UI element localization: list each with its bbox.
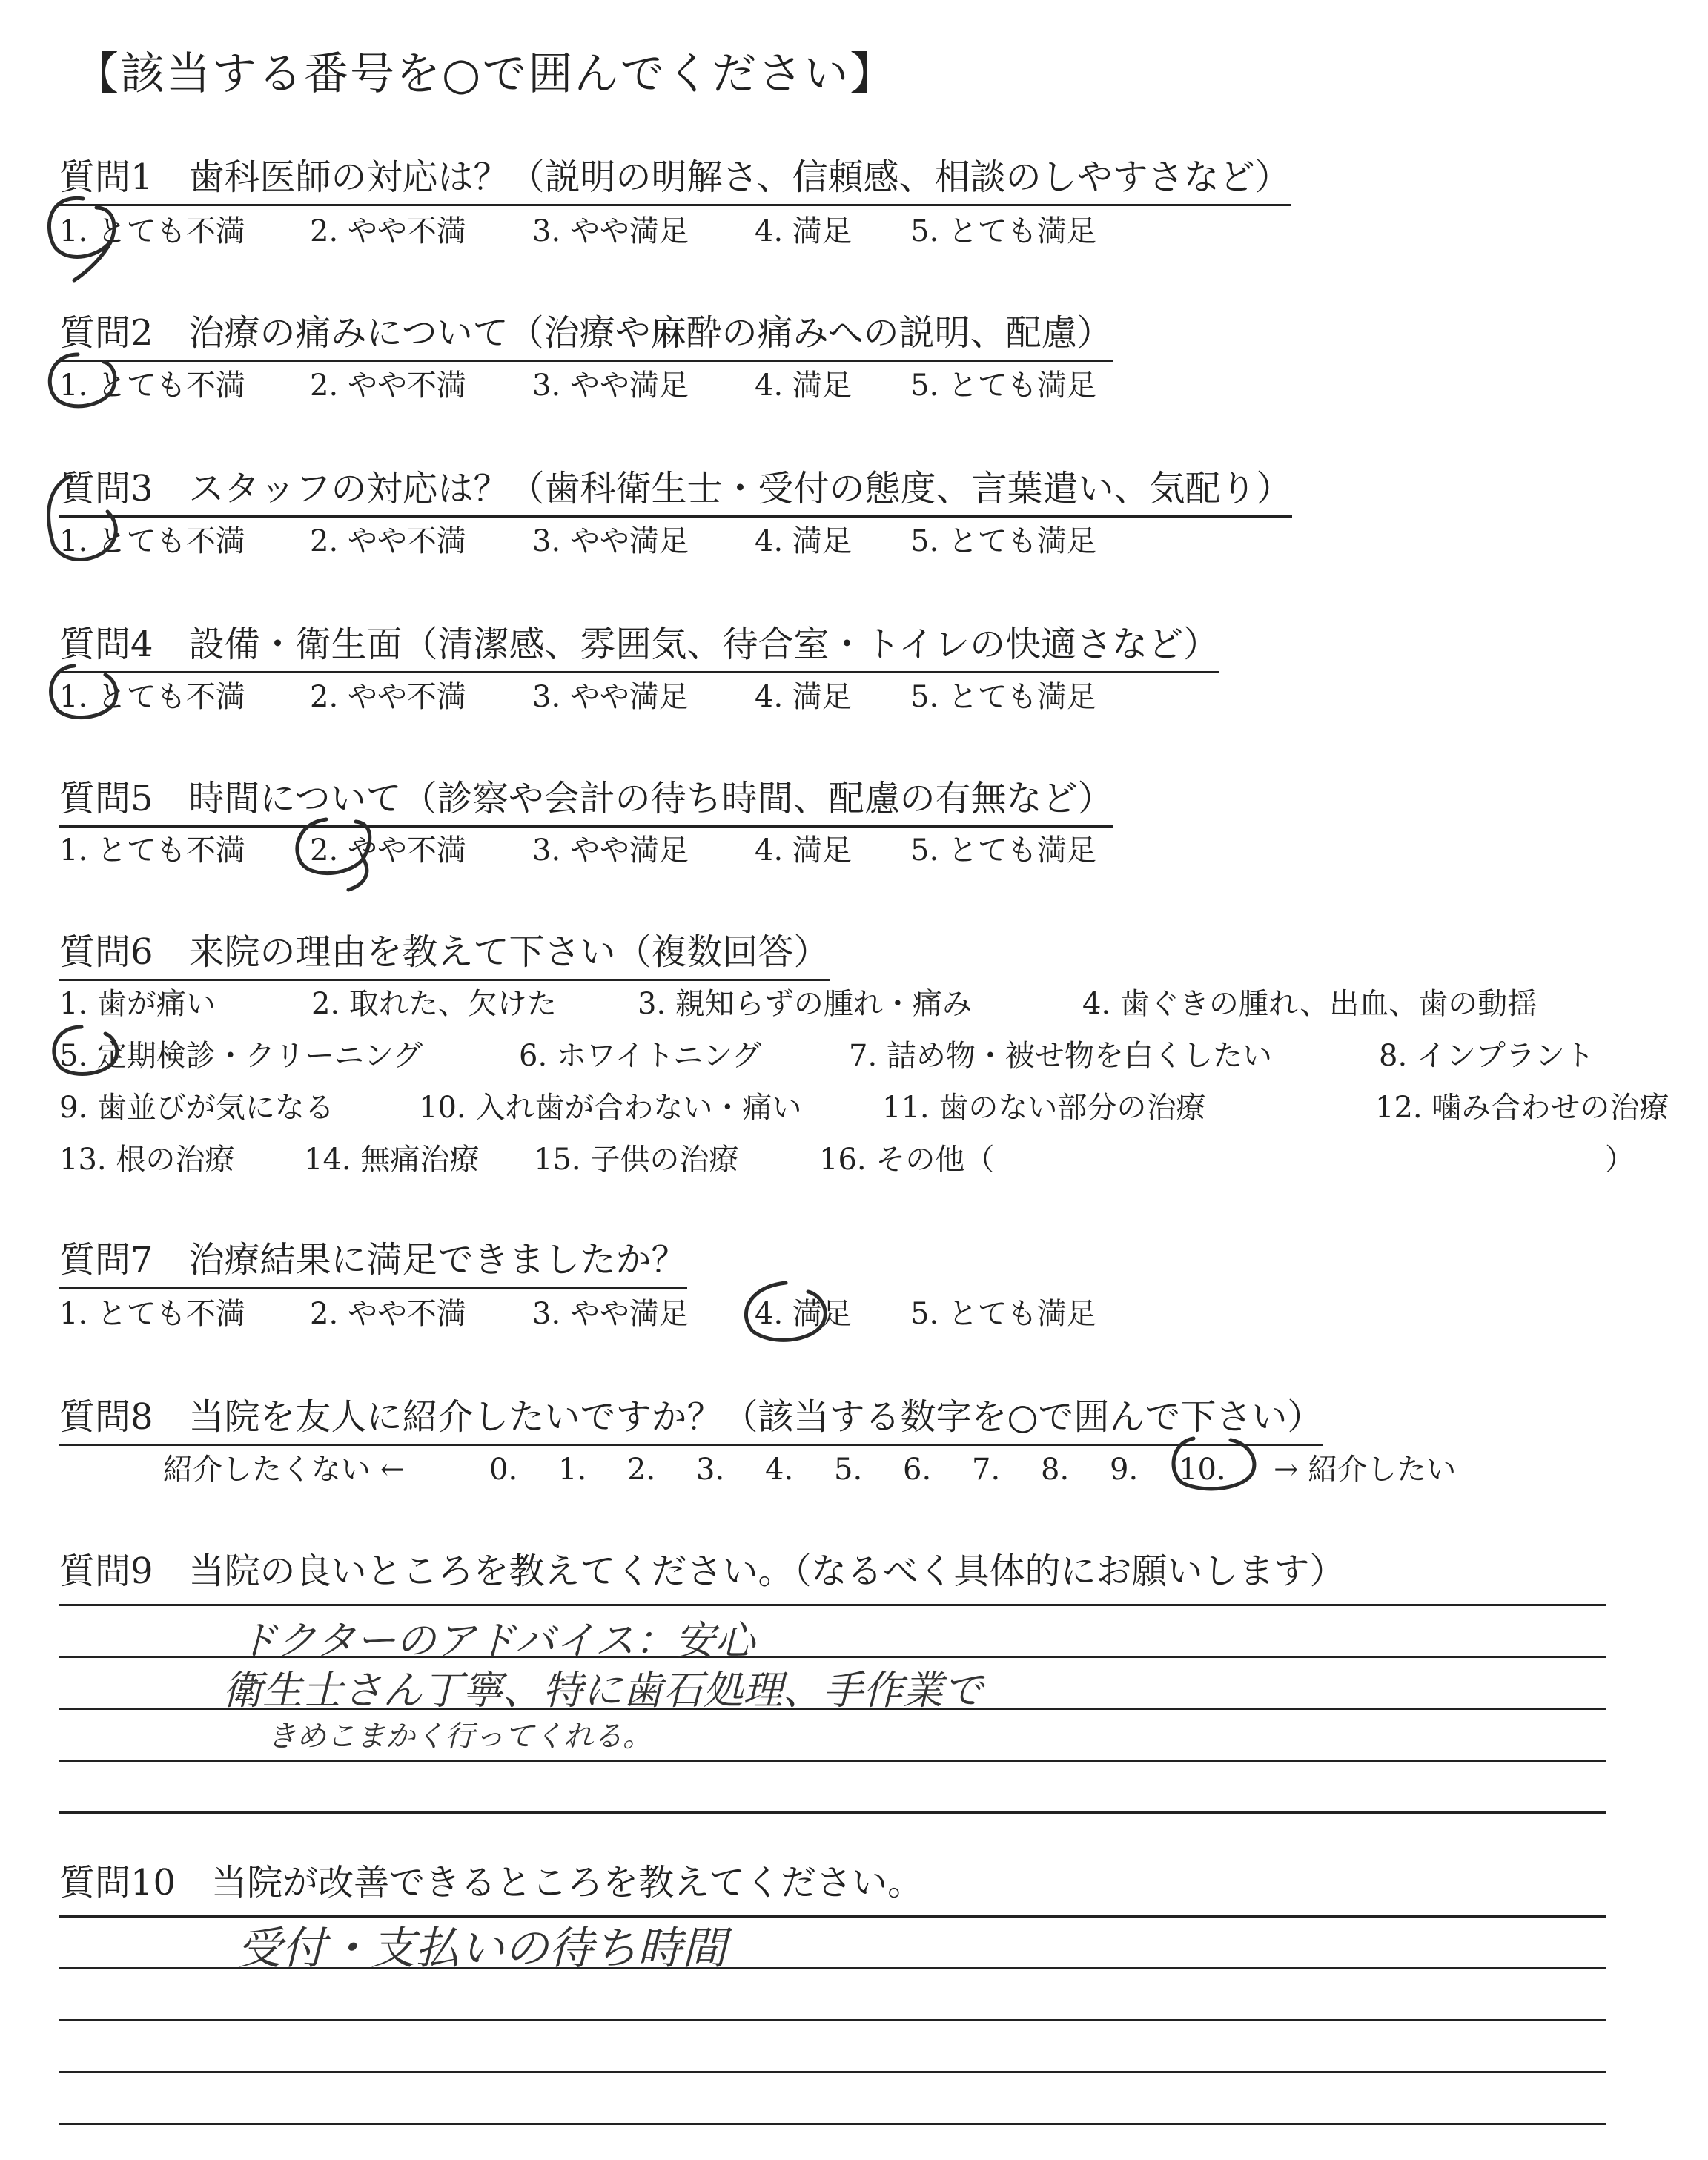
q6-option-3[interactable]: 3. 親知らずの腫れ・痛み bbox=[638, 987, 972, 1021]
q6-option-16[interactable]: 16. その他（ bbox=[819, 1143, 995, 1177]
question-8 bbox=[59, 1388, 1323, 1446]
q9-writing-line bbox=[59, 1760, 1606, 1762]
q8-value-8[interactable]: 8. bbox=[1041, 1453, 1070, 1487]
question-4-options bbox=[59, 673, 1096, 716]
q8-value-0[interactable]: 0. bbox=[489, 1453, 518, 1487]
q8-value-4[interactable]: 4. bbox=[765, 1453, 794, 1487]
question-2-title: 質問2 治療の痛みについて（治療や麻酔の痛みへの説明、配慮） bbox=[59, 304, 1113, 362]
question-3-options bbox=[59, 518, 1096, 560]
q8-value-1[interactable]: 1. bbox=[558, 1453, 587, 1487]
q4-option-4[interactable]: 4. 満足 bbox=[755, 680, 852, 714]
q6-option-14[interactable]: 14. 無痛治療 bbox=[304, 1143, 480, 1177]
question-9 bbox=[59, 1542, 1345, 1593]
q6-option-10[interactable]: 10. 入れ歯が合わない・痛い bbox=[419, 1091, 802, 1125]
question-6-title: 質問6 来院の理由を教えて下さい（複数回答） bbox=[59, 923, 830, 981]
q3-option-2[interactable]: 2. やや不満 bbox=[310, 524, 466, 558]
question-10 bbox=[59, 1854, 923, 1905]
question-4-title: 質問4 設備・衛生面（清潔感、雰囲気、待合室・トイレの快適さなど） bbox=[59, 615, 1219, 673]
q6-option-5[interactable]: 5. 定期検診・クリーニング bbox=[59, 1039, 423, 1073]
q8-value-2[interactable]: 2. bbox=[627, 1453, 656, 1487]
q7-option-4[interactable]: 4. 満足 bbox=[755, 1297, 852, 1331]
q5-option-2[interactable]: 2. やや不満 bbox=[310, 833, 466, 868]
question-10-title: 質問10 当院が改善できるところを教えてください。 bbox=[59, 1862, 924, 1903]
q8-value-7[interactable]: 7. bbox=[972, 1453, 1001, 1487]
q5-option-3[interactable]: 3. やや満足 bbox=[532, 833, 689, 868]
q9-handwriting-line-1: ドクターのアドバイス：安心 bbox=[237, 1617, 755, 1664]
q6-row-3 bbox=[59, 1084, 1669, 1126]
q7-option-5[interactable]: 5. とても満足 bbox=[910, 1297, 1096, 1331]
q1-option-3[interactable]: 3. やや満足 bbox=[532, 214, 689, 248]
q2-option-1[interactable]: 1. とても不満 bbox=[59, 369, 245, 403]
q6-option-11[interactable]: 11. 歯のない部分の治療 bbox=[882, 1091, 1206, 1125]
q3-option-3[interactable]: 3. やや満足 bbox=[532, 524, 689, 558]
q5-option-1[interactable]: 1. とても不満 bbox=[59, 833, 245, 868]
q8-value-9[interactable]: 9. bbox=[1110, 1453, 1139, 1487]
q4-option-3[interactable]: 3. やや満足 bbox=[532, 680, 689, 714]
q6-option-9[interactable]: 9. 歯並びが気になる bbox=[59, 1091, 334, 1125]
q4-option-5[interactable]: 5. とても満足 bbox=[910, 680, 1096, 714]
q6-option-7[interactable]: 7. 詰め物・被せ物を白くしたい bbox=[849, 1039, 1272, 1073]
q7-option-2[interactable]: 2. やや不満 bbox=[310, 1297, 466, 1331]
q9-writing-line bbox=[59, 1811, 1606, 1814]
q6-option-6[interactable]: 6. ホワイトニング bbox=[519, 1039, 762, 1073]
q6-option-12[interactable]: 12. 噛み合わせの治療 bbox=[1375, 1091, 1669, 1125]
q8-left-label: 紹介したくない ← bbox=[163, 1453, 406, 1487]
q7-option-1[interactable]: 1. とても不満 bbox=[59, 1297, 245, 1331]
q3-option-4[interactable]: 4. 満足 bbox=[755, 524, 852, 558]
question-1 bbox=[59, 148, 1291, 206]
question-1-title: 質問1 歯科医師の対応は？（説明の明解さ、信頼感、相談のしやすさなど） bbox=[59, 148, 1291, 206]
question-3-title: 質問3 スタッフの対応は？（歯科衛生士・受付の態度、言葉遣い、気配り） bbox=[59, 460, 1292, 518]
question-6 bbox=[59, 923, 830, 981]
q6-row-4 bbox=[59, 1136, 1635, 1178]
q6-row-1 bbox=[59, 980, 1537, 1023]
q10-handwriting-line-1: 受付・支払いの待ち時間 bbox=[237, 1923, 726, 1975]
q6-option-13[interactable]: 13. 根の治療 bbox=[59, 1143, 235, 1177]
page-title: 【該当する番号を○で囲んでください】 bbox=[74, 48, 896, 100]
question-9-title: 質問9 当院の良いところを教えてください。（なるべく具体的にお願いします） bbox=[59, 1550, 1345, 1592]
question-2-options bbox=[59, 362, 1096, 404]
question-2 bbox=[59, 304, 1113, 362]
q6-option-8[interactable]: 8. インプラント bbox=[1379, 1039, 1595, 1073]
q10-writing-line bbox=[59, 2123, 1606, 2125]
q10-writing-line bbox=[59, 2019, 1606, 2021]
question-5-title: 質問5 時間について（診察や会計の待ち時間、配慮の有無など） bbox=[59, 770, 1113, 828]
q5-option-5[interactable]: 5. とても満足 bbox=[910, 833, 1096, 868]
q3-option-5[interactable]: 5. とても満足 bbox=[910, 524, 1096, 558]
question-4 bbox=[59, 615, 1219, 673]
q9-writing-line bbox=[59, 1604, 1606, 1606]
q2-option-4[interactable]: 4. 満足 bbox=[755, 369, 852, 403]
q10-writing-line bbox=[59, 2071, 1606, 2073]
q8-right-label: → 紹介したい bbox=[1274, 1453, 1457, 1487]
q8-value-5[interactable]: 5. bbox=[834, 1453, 863, 1487]
question-3 bbox=[59, 460, 1292, 518]
q2-option-3[interactable]: 3. やや満足 bbox=[532, 369, 689, 403]
question-7-options bbox=[59, 1290, 1096, 1332]
question-8-title: 質問8 当院を友人に紹介したいですか？（該当する数字を○で囲んで下さい） bbox=[59, 1388, 1323, 1446]
q9-handwriting-line-2: 衛生士さん丁寧、特に歯石処理、手作業で bbox=[222, 1667, 983, 1714]
q9-handwriting-line-3: きめこまかく行ってくれる。 bbox=[267, 1720, 652, 1754]
question-1-options bbox=[59, 208, 1096, 250]
q1-option-2[interactable]: 2. やや不満 bbox=[310, 214, 466, 248]
question-5-options bbox=[59, 827, 1096, 869]
q4-option-2[interactable]: 2. やや不満 bbox=[310, 680, 466, 714]
q6-other-close: ） bbox=[1605, 1143, 1635, 1177]
question-5 bbox=[59, 770, 1113, 828]
q6-option-2[interactable]: 2. 取れた、欠けた bbox=[311, 987, 557, 1021]
q3-option-1[interactable]: 1. とても不満 bbox=[59, 524, 245, 558]
question-7 bbox=[59, 1231, 687, 1289]
q6-row-2 bbox=[59, 1032, 1595, 1074]
q6-option-15[interactable]: 15. 子供の治療 bbox=[534, 1143, 739, 1177]
q6-option-1[interactable]: 1. 歯が痛い bbox=[59, 987, 216, 1021]
q8-value-3[interactable]: 3. bbox=[696, 1453, 725, 1487]
q4-option-1[interactable]: 1. とても不満 bbox=[59, 680, 245, 714]
q6-option-4[interactable]: 4. 歯ぐきの腫れ、出血、歯の動揺 bbox=[1082, 987, 1537, 1021]
q1-option-1[interactable]: 1. とても不満 bbox=[59, 214, 245, 248]
q1-option-5[interactable]: 5. とても満足 bbox=[910, 214, 1096, 248]
q5-option-4[interactable]: 4. 満足 bbox=[755, 833, 852, 868]
q2-option-5[interactable]: 5. とても満足 bbox=[910, 369, 1096, 403]
question-7-title: 質問7 治療結果に満足できましたか？ bbox=[59, 1231, 687, 1289]
q2-option-2[interactable]: 2. やや不満 bbox=[310, 369, 466, 403]
q8-value-10[interactable]: 10. bbox=[1179, 1453, 1226, 1487]
q7-option-3[interactable]: 3. やや満足 bbox=[532, 1297, 689, 1331]
q1-option-4[interactable]: 4. 満足 bbox=[755, 214, 852, 248]
q8-value-6[interactable]: 6. bbox=[903, 1453, 932, 1487]
q8-scale bbox=[163, 1446, 1456, 1488]
